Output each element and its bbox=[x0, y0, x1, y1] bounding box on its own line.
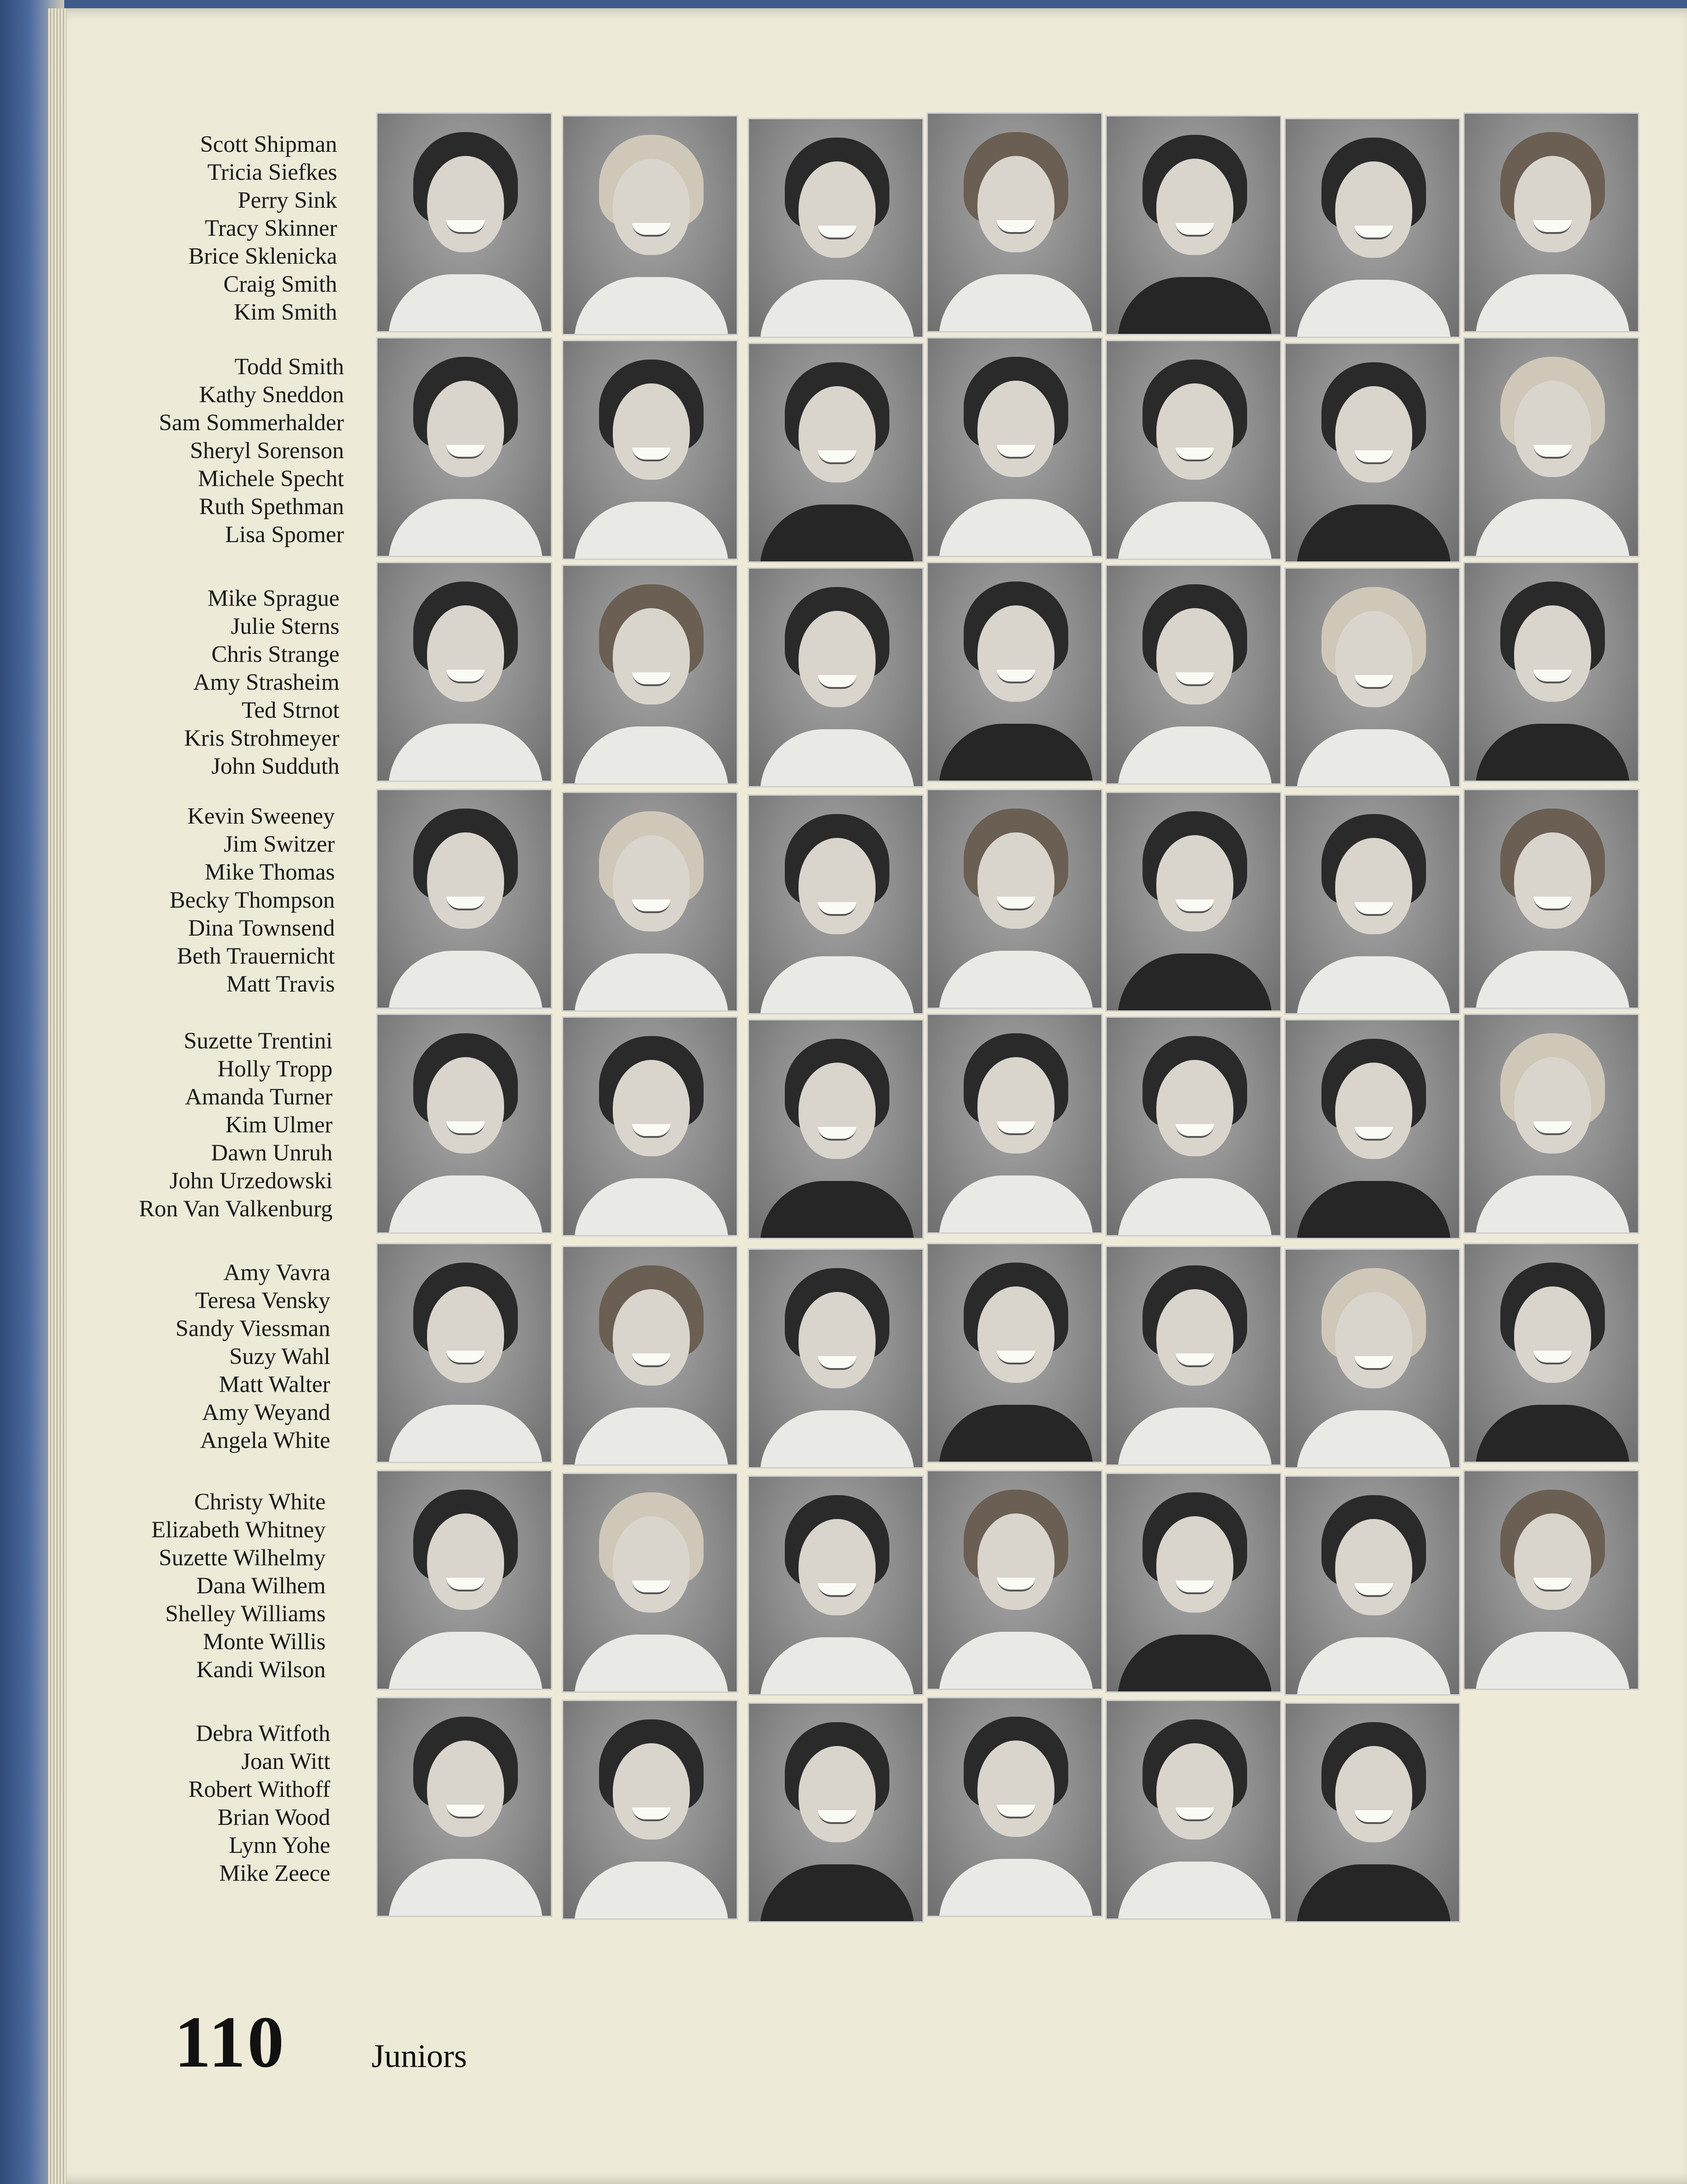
student-name: Michele Specht bbox=[198, 466, 344, 492]
student-portrait bbox=[376, 337, 552, 557]
student-portrait bbox=[748, 1019, 924, 1239]
student-name: Suzette Trentini bbox=[183, 1028, 333, 1054]
portrait-face bbox=[977, 1741, 1054, 1837]
portrait-shirt bbox=[1118, 1635, 1272, 1693]
portrait-face bbox=[1514, 1057, 1591, 1153]
student-portrait bbox=[1463, 1243, 1639, 1463]
student-name: Kathy Sneddon bbox=[199, 382, 344, 408]
portrait-shirt bbox=[939, 1405, 1093, 1463]
student-name: Brice Sklenicka bbox=[188, 244, 337, 269]
student-portrait bbox=[927, 1470, 1103, 1690]
portrait-shirt bbox=[574, 953, 728, 1012]
student-portrait bbox=[927, 1697, 1103, 1917]
student-portrait bbox=[1284, 1702, 1460, 1923]
portrait-shirt bbox=[1297, 729, 1451, 787]
portrait-face bbox=[799, 838, 876, 934]
portrait-face bbox=[1156, 1743, 1233, 1840]
student-portrait bbox=[1105, 1246, 1282, 1466]
student-portrait bbox=[376, 1470, 552, 1690]
portrait-shirt bbox=[1118, 1862, 1272, 1920]
portrait-face bbox=[1156, 1289, 1233, 1386]
student-portrait bbox=[1463, 789, 1639, 1009]
student-portrait bbox=[1284, 343, 1460, 563]
student-name: Chris Strange bbox=[211, 642, 339, 667]
portrait-face bbox=[427, 605, 504, 702]
student-name: Teresa Vensky bbox=[195, 1288, 330, 1314]
portrait-shirt bbox=[760, 956, 914, 1014]
portrait-shirt bbox=[574, 502, 728, 560]
portrait-face bbox=[613, 1743, 690, 1840]
portrait-shirt bbox=[1297, 1410, 1451, 1469]
student-name: Becky Thompson bbox=[169, 887, 335, 913]
portrait-face bbox=[977, 156, 1054, 252]
student-portrait bbox=[376, 1697, 552, 1917]
portrait-shirt bbox=[939, 951, 1093, 1009]
student-portrait bbox=[1105, 1016, 1282, 1236]
portrait-face bbox=[427, 832, 504, 929]
student-portrait bbox=[1105, 565, 1282, 785]
student-portrait bbox=[1463, 562, 1639, 782]
portrait-shirt bbox=[388, 1632, 543, 1690]
student-portrait bbox=[1105, 1473, 1282, 1693]
student-portrait bbox=[1463, 1014, 1639, 1234]
portrait-shirt bbox=[1297, 280, 1451, 338]
portrait-face bbox=[1335, 386, 1412, 482]
portrait-shirt bbox=[1297, 504, 1451, 563]
student-portrait bbox=[1463, 1470, 1639, 1690]
portrait-shirt bbox=[1476, 951, 1630, 1009]
portrait-face bbox=[1156, 608, 1233, 704]
portrait-shirt bbox=[388, 274, 543, 333]
student-name: Lisa Spomer bbox=[225, 522, 344, 548]
portrait-face bbox=[977, 605, 1054, 702]
student-name: Kim Smith bbox=[233, 299, 337, 325]
student-portrait bbox=[748, 1248, 924, 1469]
portrait-shirt bbox=[1118, 953, 1272, 1012]
student-name: Julie Sterns bbox=[231, 614, 339, 639]
portrait-face bbox=[799, 1292, 876, 1388]
student-name: Christy White bbox=[194, 1489, 326, 1515]
student-name: John Sudduth bbox=[211, 754, 339, 779]
student-name: Ron Van Valkenburg bbox=[139, 1196, 333, 1222]
student-portrait bbox=[927, 112, 1103, 333]
student-name: Sheryl Sorenson bbox=[190, 438, 344, 464]
portrait-shirt bbox=[388, 1859, 543, 1917]
student-name: Amy Strasheim bbox=[193, 670, 339, 695]
portrait-shirt bbox=[574, 726, 728, 785]
student-portrait bbox=[748, 343, 924, 563]
student-name: Robert Withoff bbox=[188, 1777, 330, 1802]
portrait-face bbox=[1335, 838, 1412, 934]
name-list bbox=[92, 585, 339, 781]
portrait-shirt bbox=[1476, 274, 1630, 333]
student-name: Jim Switzer bbox=[223, 831, 335, 857]
student-name: Tracy Skinner bbox=[205, 216, 337, 241]
portrait-shirt bbox=[939, 499, 1093, 557]
student-name: Kim Ulmer bbox=[225, 1112, 333, 1138]
student-portrait bbox=[562, 1473, 738, 1693]
student-portrait bbox=[748, 118, 924, 338]
student-name: Amy Vavra bbox=[223, 1260, 330, 1286]
portrait-shirt bbox=[574, 277, 728, 335]
student-portrait bbox=[562, 1246, 738, 1466]
portrait-shirt bbox=[1118, 502, 1272, 560]
portrait-shirt bbox=[388, 724, 543, 782]
student-portrait bbox=[748, 567, 924, 787]
portrait-face bbox=[427, 1513, 504, 1610]
portrait-shirt bbox=[1297, 1864, 1451, 1923]
student-name: Matt Walter bbox=[219, 1372, 330, 1397]
portrait-shirt bbox=[1476, 1175, 1630, 1234]
student-name: Mike Zeece bbox=[219, 1861, 330, 1886]
portrait-face bbox=[427, 1057, 504, 1153]
portrait-face bbox=[613, 1060, 690, 1156]
student-portrait bbox=[1105, 1700, 1282, 1920]
portrait-face bbox=[799, 386, 876, 482]
student-portrait bbox=[748, 1475, 924, 1696]
student-name: Brian Wood bbox=[217, 1805, 330, 1830]
portrait-face bbox=[1335, 1519, 1412, 1615]
portrait-face bbox=[1156, 1516, 1233, 1613]
portrait-face bbox=[427, 1286, 504, 1383]
student-portrait bbox=[376, 1243, 552, 1463]
portrait-face bbox=[1514, 381, 1591, 477]
portrait-shirt bbox=[1297, 1637, 1451, 1696]
student-name: Tricia Siefkes bbox=[207, 160, 337, 185]
student-name: Lynn Yohe bbox=[228, 1833, 330, 1858]
student-portrait bbox=[376, 789, 552, 1009]
portrait-face bbox=[799, 1063, 876, 1159]
portrait-face bbox=[427, 381, 504, 477]
student-name: Angela White bbox=[200, 1428, 330, 1453]
portrait-shirt bbox=[388, 951, 543, 1009]
portrait-face bbox=[427, 156, 504, 252]
portrait-face bbox=[613, 383, 690, 480]
student-portrait bbox=[562, 115, 738, 335]
portrait-shirt bbox=[1118, 726, 1272, 785]
student-portrait bbox=[376, 562, 552, 782]
name-list bbox=[78, 1488, 326, 1684]
portrait-face bbox=[1335, 611, 1412, 707]
student-portrait bbox=[927, 337, 1103, 557]
student-portrait bbox=[1284, 118, 1460, 338]
student-portrait bbox=[1284, 567, 1460, 787]
portrait-shirt bbox=[760, 504, 914, 563]
student-name: Dina Townsend bbox=[188, 915, 335, 941]
student-portrait bbox=[1284, 1475, 1460, 1696]
student-portrait bbox=[376, 112, 552, 333]
student-name: John Urzedowski bbox=[169, 1168, 333, 1194]
portrait-shirt bbox=[939, 724, 1093, 782]
student-portrait bbox=[927, 1014, 1103, 1234]
student-name: Scott Shipman bbox=[200, 132, 337, 157]
portrait-shirt bbox=[388, 1405, 543, 1463]
student-portrait bbox=[376, 1014, 552, 1234]
student-name: Holly Tropp bbox=[217, 1056, 333, 1082]
portrait-face bbox=[613, 1289, 690, 1386]
student-portrait bbox=[1105, 340, 1282, 560]
portrait-face bbox=[1514, 832, 1591, 929]
student-name: Ted Strnot bbox=[241, 698, 339, 723]
portrait-face bbox=[1335, 1063, 1412, 1159]
student-name: Kandi Wilson bbox=[196, 1657, 326, 1683]
portrait-shirt bbox=[939, 274, 1093, 333]
student-portrait bbox=[1284, 1248, 1460, 1469]
portrait-shirt bbox=[1118, 1178, 1272, 1236]
portrait-shirt bbox=[760, 729, 914, 787]
page-edges bbox=[48, 8, 67, 2184]
portrait-face bbox=[799, 161, 876, 258]
student-name: Suzette Wilhelmy bbox=[159, 1545, 326, 1571]
portrait-face bbox=[977, 1286, 1054, 1383]
page-number: 110 bbox=[174, 2001, 286, 2083]
name-list bbox=[83, 1720, 330, 1888]
student-portrait bbox=[927, 1243, 1103, 1463]
portrait-face bbox=[613, 159, 690, 255]
portrait-shirt bbox=[939, 1175, 1093, 1234]
portrait-face bbox=[977, 832, 1054, 929]
student-portrait bbox=[1463, 337, 1639, 557]
portrait-shirt bbox=[760, 1864, 914, 1923]
portrait-face bbox=[1156, 835, 1233, 931]
portrait-face bbox=[977, 381, 1054, 477]
student-name: Shelley Williams bbox=[165, 1601, 326, 1627]
student-portrait bbox=[927, 562, 1103, 782]
student-portrait bbox=[927, 789, 1103, 1009]
student-portrait bbox=[748, 1702, 924, 1923]
portrait-face bbox=[799, 1519, 876, 1615]
student-name: Beth Trauernicht bbox=[177, 943, 335, 969]
portrait-shirt bbox=[1476, 724, 1630, 782]
student-portrait bbox=[562, 565, 738, 785]
student-name: Elizabeth Whitney bbox=[151, 1517, 326, 1543]
portrait-shirt bbox=[1476, 1632, 1630, 1690]
portrait-face bbox=[613, 608, 690, 704]
student-name: Debra Witfoth bbox=[195, 1721, 330, 1746]
student-name: Perry Sink bbox=[238, 188, 337, 213]
student-name: Ruth Spethman bbox=[199, 494, 344, 520]
portrait-shirt bbox=[1118, 277, 1272, 335]
portrait-shirt bbox=[1297, 956, 1451, 1014]
portrait-shirt bbox=[388, 1175, 543, 1234]
portrait-shirt bbox=[760, 1410, 914, 1469]
portrait-shirt bbox=[574, 1178, 728, 1236]
portrait-face bbox=[1335, 1746, 1412, 1842]
student-portrait bbox=[562, 792, 738, 1012]
portrait-face bbox=[1156, 1060, 1233, 1156]
student-portrait bbox=[1284, 1019, 1460, 1239]
student-name: Joan Witt bbox=[241, 1749, 330, 1774]
name-list bbox=[85, 1027, 333, 1223]
portrait-face bbox=[799, 611, 876, 707]
portrait-shirt bbox=[1476, 1405, 1630, 1463]
student-name: Todd Smith bbox=[234, 354, 344, 380]
portrait-shirt bbox=[939, 1632, 1093, 1690]
portrait-face bbox=[427, 1741, 504, 1837]
student-portrait bbox=[1463, 112, 1639, 333]
portrait-shirt bbox=[1476, 499, 1630, 557]
portrait-shirt bbox=[574, 1862, 728, 1920]
student-portrait bbox=[1105, 792, 1282, 1012]
student-name: Monte Willis bbox=[203, 1629, 326, 1655]
portrait-face bbox=[1514, 605, 1591, 702]
portrait-shirt bbox=[760, 1181, 914, 1239]
student-name: Mike Sprague bbox=[207, 586, 339, 611]
student-name: Sam Sommerhalder bbox=[159, 410, 344, 436]
portrait-shirt bbox=[574, 1408, 728, 1466]
name-list bbox=[89, 131, 337, 327]
student-portrait bbox=[748, 794, 924, 1014]
portrait-face bbox=[1514, 1513, 1591, 1610]
student-name: Kris Strohmeyer bbox=[184, 726, 339, 751]
student-name: Dawn Unruh bbox=[211, 1140, 333, 1166]
portrait-shirt bbox=[1297, 1181, 1451, 1239]
student-portrait bbox=[562, 1700, 738, 1920]
portrait-face bbox=[1156, 383, 1233, 480]
student-name: Amanda Turner bbox=[185, 1084, 333, 1110]
portrait-face bbox=[1514, 156, 1591, 252]
portrait-face bbox=[977, 1513, 1054, 1610]
student-name: Craig Smith bbox=[223, 272, 337, 297]
portrait-face bbox=[1156, 159, 1233, 255]
section-label: Juniors bbox=[372, 2038, 467, 2074]
student-portrait bbox=[1105, 115, 1282, 335]
portrait-shirt bbox=[1118, 1408, 1272, 1466]
name-list bbox=[83, 1259, 330, 1455]
portrait-face bbox=[1335, 1292, 1412, 1388]
portrait-face bbox=[1335, 161, 1412, 258]
name-list bbox=[87, 803, 335, 998]
portrait-face bbox=[1514, 1286, 1591, 1383]
portrait-shirt bbox=[760, 280, 914, 338]
student-name: Matt Travis bbox=[226, 971, 335, 997]
portrait-face bbox=[613, 1516, 690, 1613]
student-portrait bbox=[1284, 794, 1460, 1014]
portrait-face bbox=[613, 835, 690, 931]
student-portrait bbox=[562, 340, 738, 560]
student-name: Mike Thomas bbox=[205, 859, 335, 885]
student-name: Sandy Viessman bbox=[175, 1316, 330, 1341]
portrait-shirt bbox=[939, 1859, 1093, 1917]
portrait-shirt bbox=[760, 1637, 914, 1696]
portrait-face bbox=[799, 1746, 876, 1842]
student-name: Dana Wilhem bbox=[196, 1573, 326, 1599]
student-name: Suzy Wahl bbox=[229, 1344, 330, 1369]
name-list bbox=[96, 353, 344, 549]
portrait-shirt bbox=[388, 499, 543, 557]
student-name: Amy Weyand bbox=[202, 1400, 330, 1425]
student-portrait bbox=[562, 1016, 738, 1236]
portrait-face bbox=[977, 1057, 1054, 1153]
portrait-shirt bbox=[574, 1635, 728, 1693]
student-name: Kevin Sweeney bbox=[187, 804, 335, 829]
